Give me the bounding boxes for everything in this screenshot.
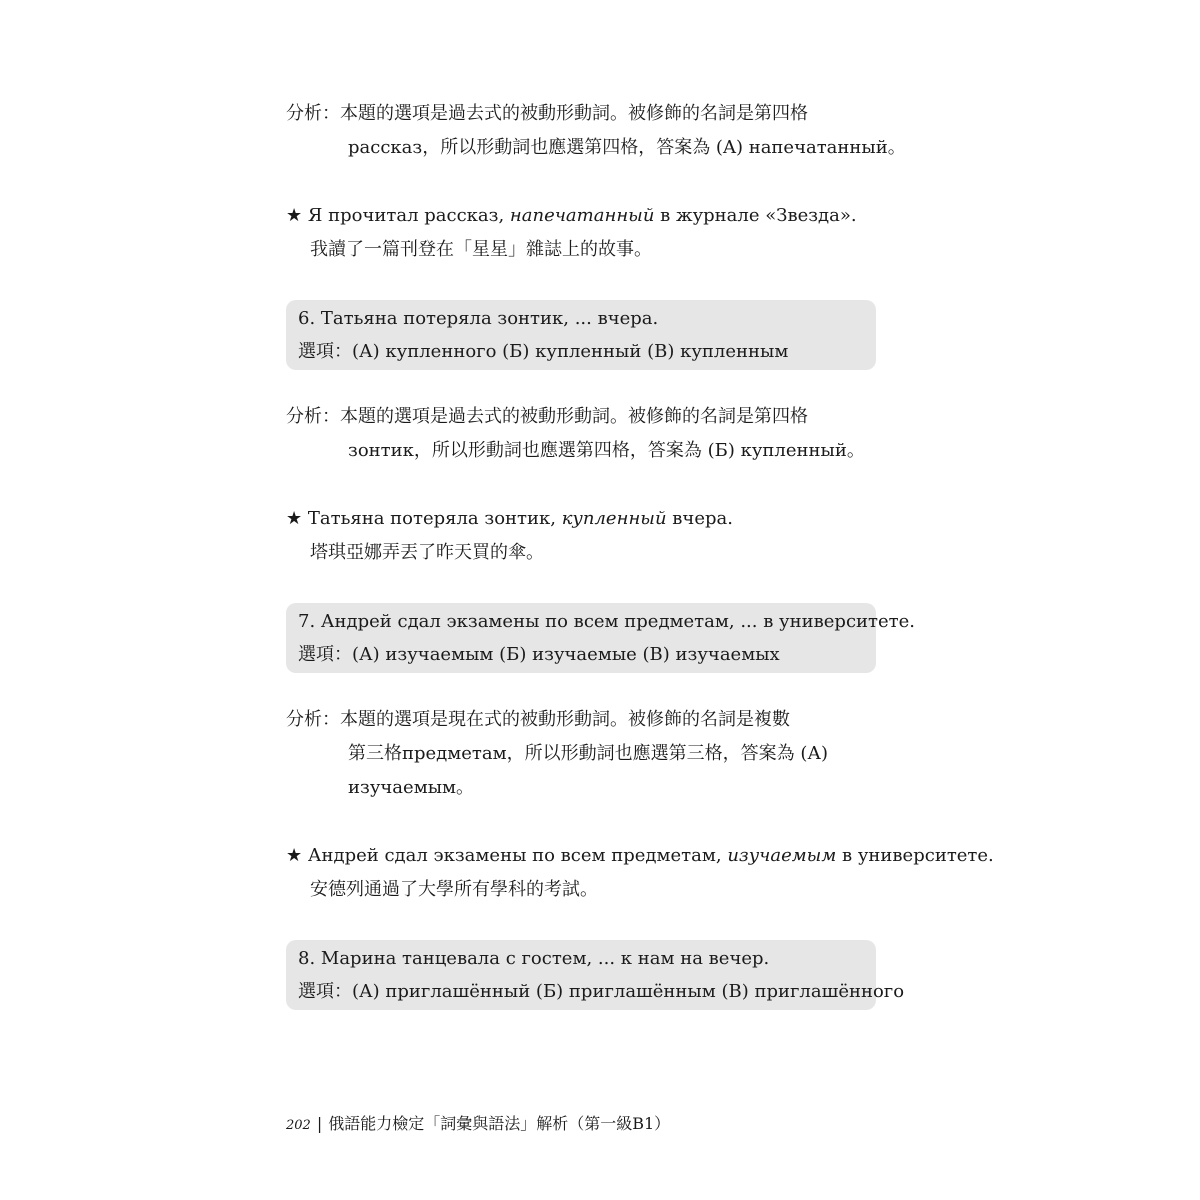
emphasized-word: напечатанный bbox=[509, 205, 655, 226]
question-options: 選項：(А) купленного (Б) купленный (В) купленным bbox=[298, 341, 789, 362]
question-options: 選項：(А) приглашённый (Б) приглашённым (В) приглашённого bbox=[298, 981, 905, 1002]
analysis-line: 分析：本題的選項是過去式的被動形動詞。被修飾的名詞是第四格 bbox=[286, 406, 808, 427]
question-box-8 bbox=[286, 940, 905, 1010]
emphasized-word: купленный bbox=[561, 508, 667, 529]
question-text: 7. Андрей сдал экзамены по всем предметам, ... в университете. bbox=[298, 611, 915, 632]
book-title: 俄語能力檢定「詞彙與語法」解析（第一級B1） bbox=[328, 1114, 671, 1133]
example-2 bbox=[286, 502, 878, 570]
star-icon: ★ bbox=[286, 205, 303, 226]
example-sentence: ★ Татьяна потеряла зонтик, купленный вчера. bbox=[286, 508, 733, 529]
example-sentence: ★ Я прочитал рассказ, напечатанный в журнале «Звезда». bbox=[286, 205, 857, 226]
example-translation: 塔琪亞娜弄丟了昨天買的傘。 bbox=[310, 542, 544, 563]
emphasized-word: изучаемым bbox=[727, 845, 837, 866]
analysis-line: зонтик，所以形動詞也應選第四格，答案為 (Б) купленный。 bbox=[348, 440, 865, 461]
star-icon: ★ bbox=[286, 845, 303, 866]
analysis-line: 分析：本題的選項是現在式的被動形動詞。被修飾的名詞是複數 bbox=[286, 709, 790, 730]
question-box-6 bbox=[286, 300, 876, 370]
page-footer bbox=[286, 1108, 670, 1142]
analysis-line: рассказ，所以形動詞也應選第四格，答案為 (A) напечатанный。 bbox=[348, 137, 906, 158]
analysis-1 bbox=[286, 97, 906, 165]
page-number: 202 bbox=[286, 1118, 311, 1133]
example-translation: 安德列通過了大學所有學科的考試。 bbox=[310, 879, 598, 900]
analysis-3 bbox=[286, 703, 878, 805]
example-1 bbox=[286, 199, 878, 267]
example-translation: 我讀了一篇刊登在「星星」雜誌上的故事。 bbox=[310, 239, 652, 260]
footer-separator: | bbox=[316, 1114, 323, 1133]
analysis-line: 第三格предметам，所以形動詞也應選第三格，答案為 (А) bbox=[348, 743, 828, 764]
analysis-line: 分析：本題的選項是過去式的被動形動詞。被修飾的名詞是第四格 bbox=[286, 103, 808, 124]
question-box-7 bbox=[286, 603, 915, 673]
analysis-2 bbox=[286, 400, 878, 468]
example-sentence: ★ Андрей сдал экзамены по всем предметам, изучаемым в университете. bbox=[286, 845, 994, 866]
question-options: 選項：(А) изучаемым (Б) изучаемые (В) изучаемых bbox=[298, 644, 780, 665]
example-3 bbox=[286, 839, 994, 907]
question-text: 8. Марина танцевала с гостем, ... к нам на вечер. bbox=[298, 948, 770, 969]
star-icon: ★ bbox=[286, 508, 303, 529]
analysis-line: изучаемым。 bbox=[348, 777, 475, 798]
question-text: 6. Татьяна потеряла зонтик, ... вчера. bbox=[298, 308, 659, 329]
